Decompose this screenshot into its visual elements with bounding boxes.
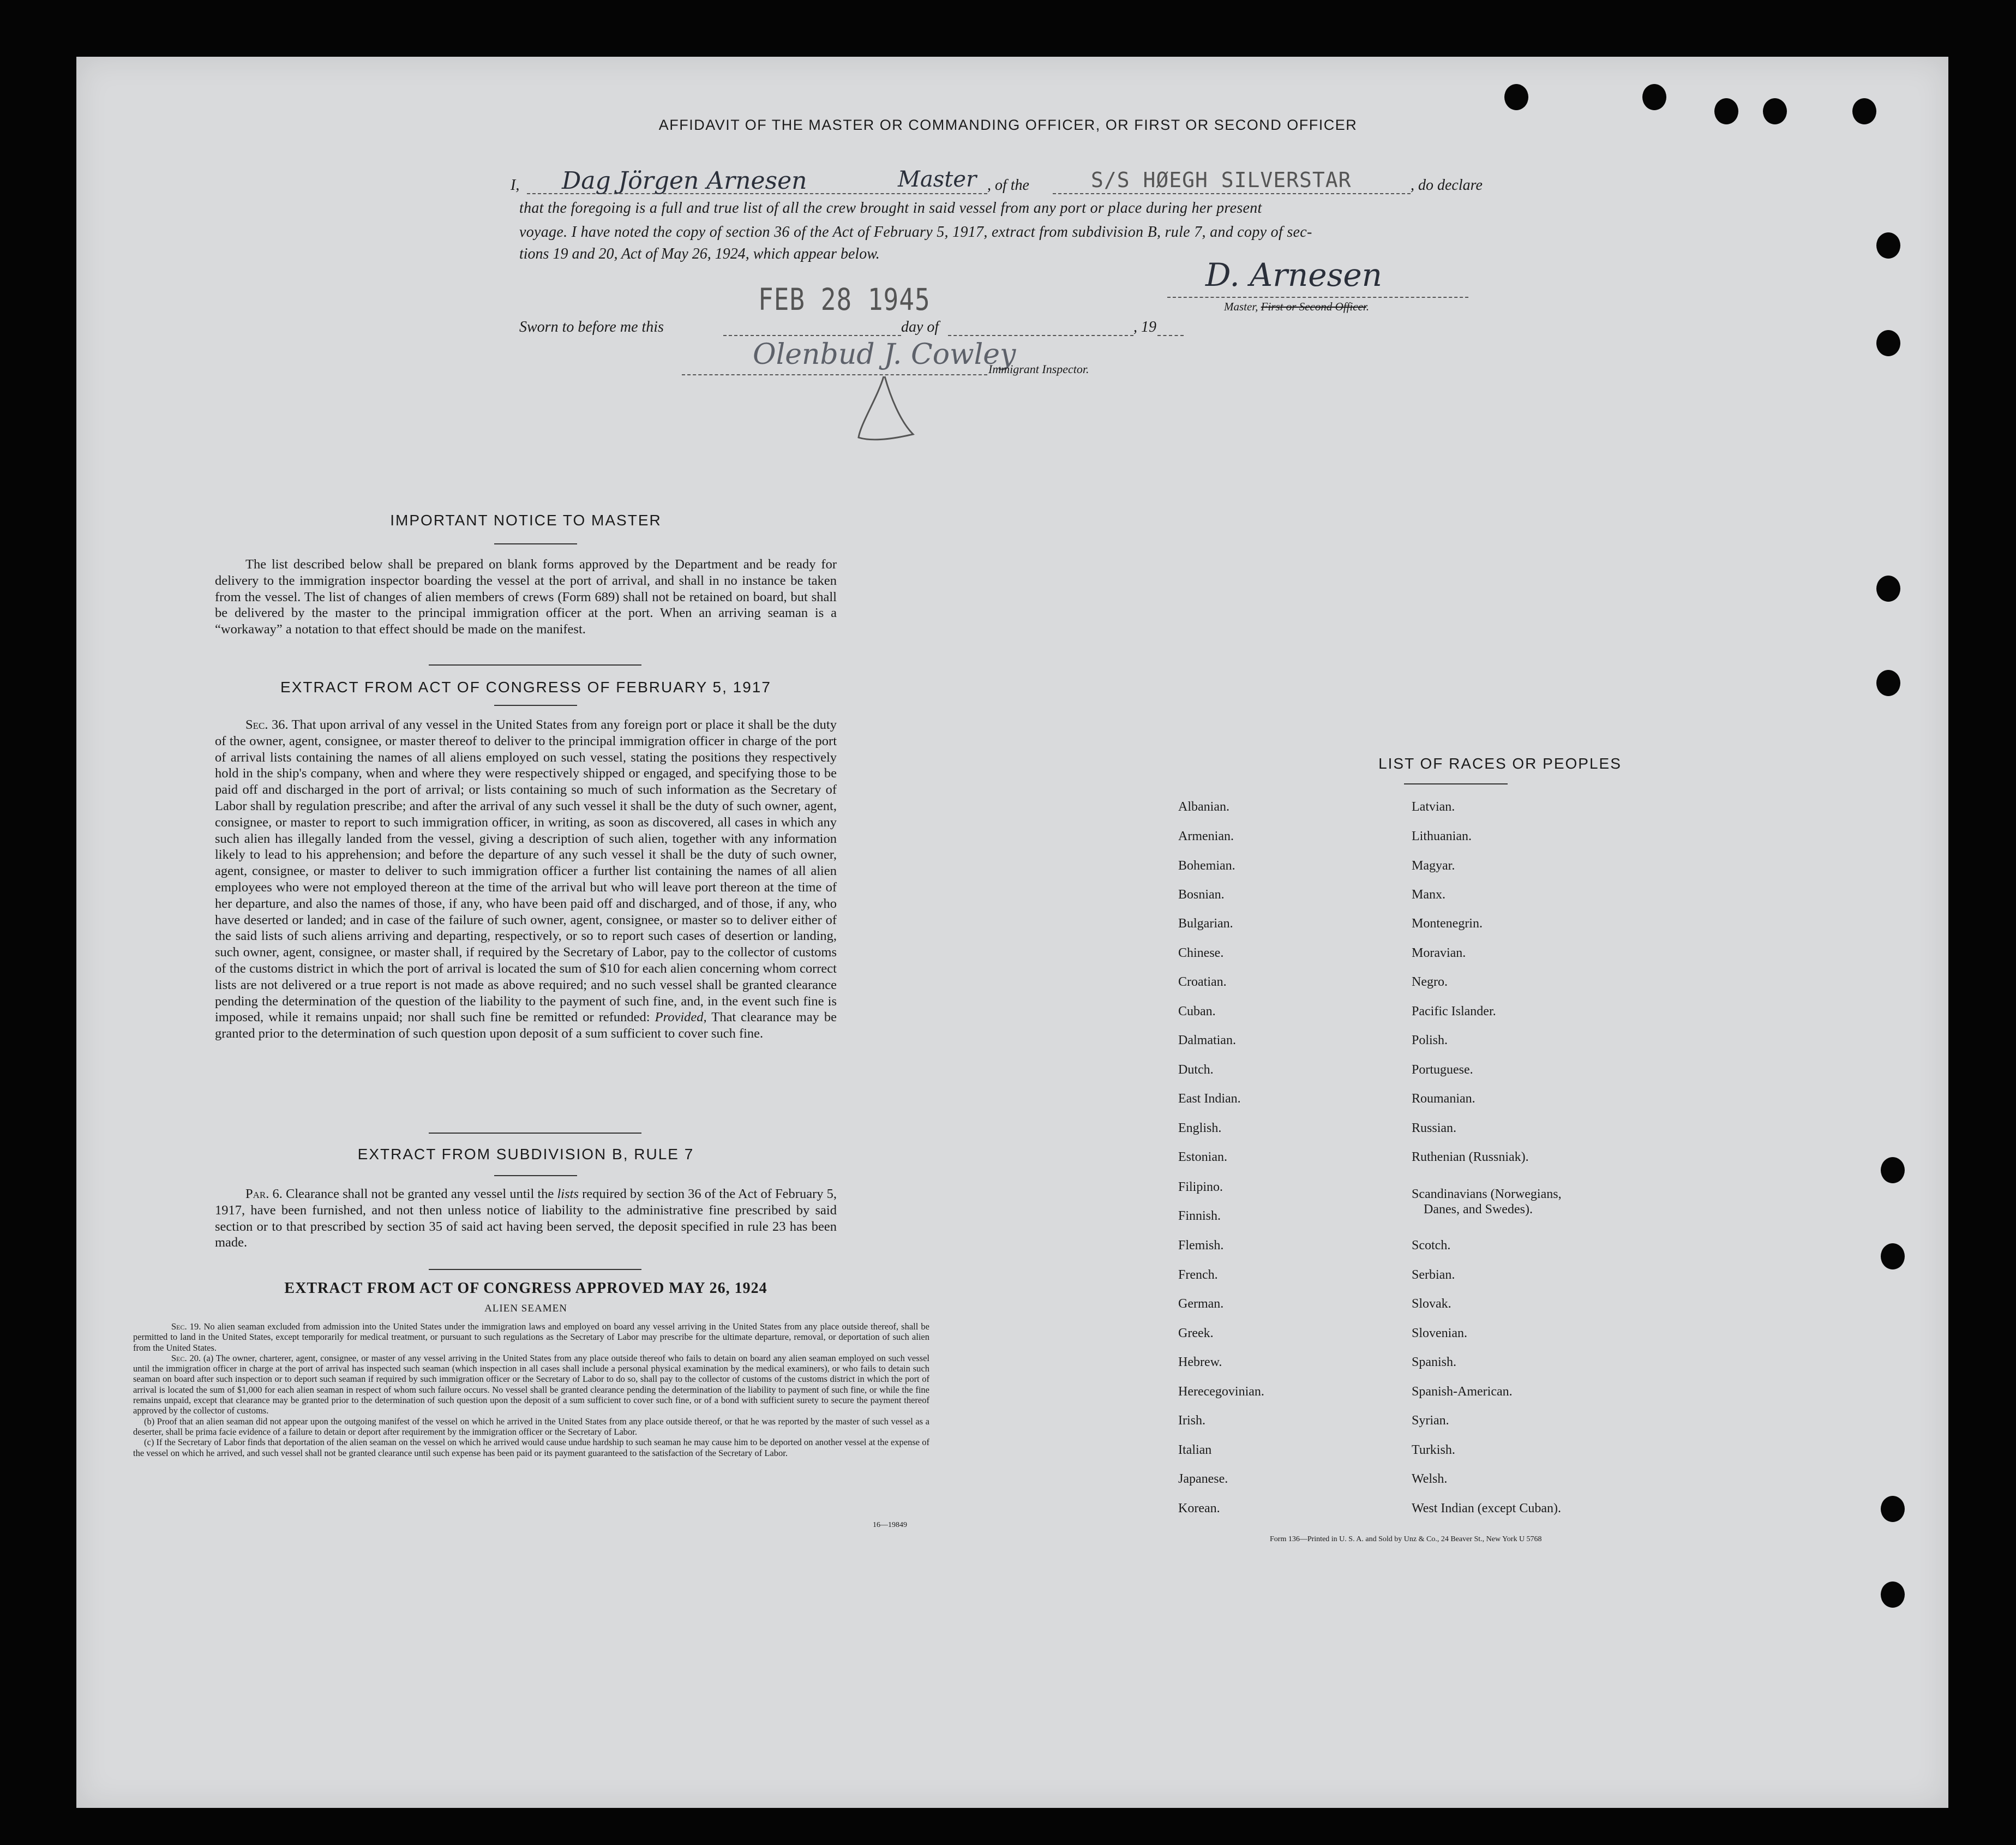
race-item: English. xyxy=(1178,1121,1222,1135)
race-item: Hebrew. xyxy=(1178,1355,1222,1369)
race-item: West Indian (except Cuban). xyxy=(1412,1501,1561,1515)
do-declare-label: , do declare xyxy=(1411,177,1483,194)
race-item: Montenegrin. xyxy=(1412,916,1483,931)
notice-text: The list described below shall be prepared on blank forms approved by the Department and be ready for delivery to the immigration inspector boarding the vessel at the port of arrival, and shall in no instance be taken from the vessel. The list of changes of alien members of crews (Form 689) shall not be retained on board, but shall be delivered by the master to the principal immigration officer at the port. When an arriving seaman is a “workaway” a notation to that effect should be made on the manifest. xyxy=(215,557,837,637)
extract-1924-text xyxy=(133,1321,929,1458)
race-item: Negro. xyxy=(1412,975,1448,989)
divider xyxy=(494,705,577,706)
race-item: Slovenian. xyxy=(1412,1326,1467,1340)
race-item: Bulgarian. xyxy=(1178,916,1233,931)
punch-hole xyxy=(1876,330,1900,356)
race-item: Armenian. xyxy=(1178,829,1234,843)
affidavit-i-label: I, xyxy=(511,177,520,194)
sec-20a-body: (a) The owner, charterer, agent, consignee, or master of any vessel arriving in the United States from any place outside thereof who fails to detain on board any alien seaman employed on such vessel until the immigration officer in charge at the port of arrival has inspected such seaman (which inspection in all cases shall include a personal physical examination by the medical examiners), or who fails to detain such seaman on board after such inspection or to deport such seaman if required by such immigration officer or the Secretary of Labor to do so, shall pay to the collector of customs of the customs district in which the port of arrival is located the sum of $1,000 for each alien seaman in respect of whom such failure occurs. No vessel shall be granted clearance pending the determination of the liability to payment of such fine, or while the fine remains unpaid, except that clearance may be granted prior to the determination of such question upon the deposit of a sum sufficient to cover such fine, or of a bond with sufficient surety to secure the payment thereof approved by the collector of customs. xyxy=(133,1352,930,1416)
race-item: Bohemian. xyxy=(1178,859,1235,873)
print-code: 16—19849 xyxy=(873,1521,907,1529)
form-footer: Form 136—Printed in U. S. A. and Sold by Unz & Co., 24 Beaver St., New York U 5768 xyxy=(1270,1535,1542,1543)
race-item: Scandinavians (Norwegians, xyxy=(1412,1187,1562,1201)
par-6-text-a: Clearance shall not be granted any vessel until the xyxy=(286,1187,554,1201)
sworn-label: Sworn to before me this xyxy=(519,319,664,336)
race-item: Finnish. xyxy=(1178,1209,1221,1223)
race-item: Lithuanian. xyxy=(1412,829,1472,843)
divider xyxy=(429,664,641,666)
section-36-body: That upon arrival of any vessel in the United States from any foreign port or place it shall be the duty of the owner, agent, consignee, or master thereof to deliver to the principal immigration officer in charge of the port of arrival lists containing the names of all aliens employed on such vessel, stating the positions they respectively hold in the ship's company, when and where they were respectively shipped or engaged, and specifying those to be paid off and discharged in the port of arrival; or lists containing so much of such information as the Secretary of Labor shall by regulation prescribe; and after the arrival of any such vessel it shall be the duty of such owner, agent, consignee, or master to report to such immigration officer, in writing, as soon as discovered, all cases in which any such alien has illegally landed from the vessel, giving a description of such alien, together with any information likely to lead to his apprehension; and before the departure of any such vessel it shall be the duty of such owner, agent, consignee, or master to deliver to such immigration officer a further list containing the names of all alien employees who were not employed thereon at the time of the arrival but who will leave port thereon at the time of her departure, and also the names of those, if any, who have been paid off and discharged, and of those, if any, who have deserted or landed; and in case of the failure of such owner, agent, consignee, or master so to deliver either of the said lists of such aliens arriving and departing, respectively, or so to report such cases of desertion or landing, such owner, agent, consignee, or master shall, if required by the Secretary of Labor, pay to the collector of customs of the customs district in which the port of arrival is located the sum of $10 for each alien concerning whom correct lists are not delivered or a true report is not made as above required; and no such vessel shall be granted clearance pending the determination of the question of the liability to the payment of such fine, and, in the event such fine is imposed, while it remains unpaid; nor shall such fine be remitted or refunded: xyxy=(215,717,837,1025)
par-6-text-b: required by section 36 of the Act of February 5, 1917, have been furnished, and not then unless notice of liability to the administrative fine prescribed by said section or to that prescribed by section 35 of said act having been served, the deposit specified in rule 23 has been made. xyxy=(215,1187,837,1250)
rule-7-title: EXTRACT FROM SUBDIVISION B, RULE 7 xyxy=(357,1146,694,1163)
divider xyxy=(494,1175,577,1176)
extract-1924-title: EXTRACT FROM ACT OF CONGRESS APPROVED MAY 26, 1924 xyxy=(284,1280,767,1297)
race-item: Welsh. xyxy=(1412,1472,1448,1486)
race-item: Filipino. xyxy=(1178,1180,1223,1194)
sworn-year-dotted-line xyxy=(1157,335,1184,336)
punch-hole xyxy=(1504,84,1528,110)
sec-20-lead: Sec. 20. xyxy=(171,1352,201,1363)
race-item: Ruthenian (Russniak). xyxy=(1412,1150,1529,1164)
race-item: Herecegovinian. xyxy=(1178,1385,1264,1399)
race-item: Cuban. xyxy=(1178,1004,1216,1019)
race-item: Italian xyxy=(1178,1443,1212,1457)
race-item: Moravian. xyxy=(1412,946,1466,960)
race-item: Irish. xyxy=(1178,1413,1205,1428)
punch-hole xyxy=(1876,232,1900,259)
divider xyxy=(494,543,577,544)
of-the-label: , of the xyxy=(987,177,1029,194)
race-item: Chinese. xyxy=(1178,946,1224,960)
lists-word: lists xyxy=(557,1187,579,1201)
sworn-month-dotted-line xyxy=(948,335,1133,336)
year-label: , 19 xyxy=(1133,319,1156,336)
rule-7-text xyxy=(215,1186,837,1251)
punch-hole xyxy=(1881,1243,1905,1269)
inspector-signature: Olenbud J. Cowley xyxy=(753,338,1016,371)
inspector-label: Immigrant Inspector. xyxy=(988,362,1089,376)
signer-caption-master: Master, xyxy=(1224,300,1258,313)
section-20b: (b) Proof that an alien seaman did not appear upon the outgoing manifest of the vessel on which he arrived in the United States from any place outside thereof, or that he was reported by the master of such vessel as a deserter, shall be prima facie evidence of a failure to detain or deport after requirement by the immigration officer or the Secretary of Labor. xyxy=(133,1416,929,1437)
affidavit-line-2: that the foregoing is a full and true list of all the crew brought in said vessel from any port or place during her present xyxy=(519,200,1262,217)
race-item: Portuguese. xyxy=(1412,1063,1473,1077)
race-item: Dalmatian. xyxy=(1178,1033,1236,1047)
race-item: Roumanian. xyxy=(1412,1092,1475,1106)
punch-hole xyxy=(1876,670,1900,696)
extract-1917-title: EXTRACT FROM ACT OF CONGRESS OF FEBRUARY 5, 1917 xyxy=(280,679,771,696)
race-item: East Indian. xyxy=(1178,1092,1241,1106)
rank-handwritten: Master xyxy=(898,167,977,192)
race-item: Bosnian. xyxy=(1178,888,1225,902)
notice-title: IMPORTANT NOTICE TO MASTER xyxy=(390,512,662,529)
vessel-dotted-line xyxy=(1053,193,1411,194)
race-item: Serbian. xyxy=(1412,1268,1455,1282)
race-item: Spanish. xyxy=(1412,1355,1457,1369)
race-item: French. xyxy=(1178,1268,1218,1282)
race-item: Turkish. xyxy=(1412,1443,1455,1457)
signature-flourish xyxy=(851,374,922,445)
extract-1917-text xyxy=(215,717,837,1042)
signer-caption-period: . xyxy=(1366,300,1369,313)
sworn-day-dotted-line xyxy=(723,335,901,336)
sec-19-lead: Sec. 19. xyxy=(171,1321,201,1332)
inspector-dotted-line xyxy=(682,374,987,375)
divider xyxy=(429,1133,641,1134)
race-item: German. xyxy=(1178,1297,1224,1311)
signer-caption-struck: First or Second Officer xyxy=(1261,300,1366,313)
signature-dotted-line xyxy=(1167,297,1468,298)
race-item: Korean. xyxy=(1178,1501,1220,1515)
vessel-name-stamp: S/S HØEGH SILVERSTAR xyxy=(1091,168,1352,192)
par-6-lead: Par. 6. xyxy=(245,1187,283,1201)
race-item: Slovak. xyxy=(1412,1297,1451,1311)
race-item: Danes, and Swedes). xyxy=(1424,1202,1533,1217)
race-item: Pacific Islander. xyxy=(1412,1004,1496,1019)
sec-19-body: No alien seaman excluded from admission into the United States under the immigration laws and employed on board any vessel arriving in the United States from any place outside thereof, shall be permitted to land in the United States, except temporarily for medical treatment, or pursuant to such regulations as the Secretary of Labor may prescribe for the ultimate departure, removal, or deportation of such alien from the United States. xyxy=(133,1321,930,1353)
race-item: Latvian. xyxy=(1412,800,1455,814)
section-20c: (c) If the Secretary of Labor finds that deportation of the alien seaman on the vessel on which he arrived would cause undue hardship to such seaman he may cause him to be deported on another vessel at the expense of the vessel on which he arrived, and such vessel shall not be granted clearance until such expense has been paid or its payment guaranteed to the satisfaction of the Secretary of Labor. xyxy=(133,1437,929,1458)
punch-hole xyxy=(1881,1582,1905,1608)
day-of-label: day of xyxy=(901,319,939,336)
race-item: Spanish-American. xyxy=(1412,1385,1513,1399)
section-19 xyxy=(133,1321,929,1353)
section-36-lead: Sec. 36. xyxy=(245,717,289,732)
signer-caption xyxy=(1224,300,1369,314)
race-item: Scotch. xyxy=(1412,1238,1451,1253)
race-item: Manx. xyxy=(1412,888,1445,902)
race-item: Russian. xyxy=(1412,1121,1457,1135)
punch-hole xyxy=(1881,1157,1905,1183)
punch-hole xyxy=(1881,1496,1905,1522)
race-item: Flemish. xyxy=(1178,1238,1224,1253)
master-name-handwritten: Dag Jörgen Arnesen xyxy=(562,167,807,195)
divider xyxy=(1404,783,1508,784)
section-20a xyxy=(133,1353,929,1416)
affidavit-title: AFFIDAVIT OF THE MASTER OR COMMANDING OFFICER, OR FIRST OR SECOND OFFICER xyxy=(658,117,1358,133)
affidavit-line-3: voyage. I have noted the copy of section 36 of the Act of February 5, 1917, extract from subdivision B, rule 7, and copy of sec- xyxy=(519,224,1312,241)
punch-hole xyxy=(1876,576,1900,602)
provided-word: Provided, xyxy=(655,1010,707,1025)
race-item: Croatian. xyxy=(1178,975,1227,989)
date-stamp: FEB 28 1945 xyxy=(758,281,931,318)
race-item: Syrian. xyxy=(1412,1413,1449,1428)
races-title: LIST OF RACES OR PEOPLES xyxy=(1378,755,1622,772)
master-signature: D. Arnesen xyxy=(1205,256,1383,293)
race-item: Japanese. xyxy=(1178,1472,1228,1486)
section-36-proviso: That clearance may be granted prior to the determination of such question upon deposit of a sum sufficient to cover such fine. xyxy=(215,1010,837,1041)
affidavit-line-4: tions 19 and 20, Act of May 26, 1924, which appear below. xyxy=(519,245,880,262)
race-item: Dutch. xyxy=(1178,1063,1214,1077)
alien-seamen-subtitle: ALIEN SEAMEN xyxy=(484,1303,567,1314)
race-item: Magyar. xyxy=(1412,859,1455,873)
divider xyxy=(429,1269,641,1270)
race-item: Estonian. xyxy=(1178,1150,1227,1164)
race-item: Albanian. xyxy=(1178,800,1229,814)
race-item: Greek. xyxy=(1178,1326,1214,1340)
punch-hole xyxy=(1642,84,1666,110)
race-item: Polish. xyxy=(1412,1033,1448,1047)
